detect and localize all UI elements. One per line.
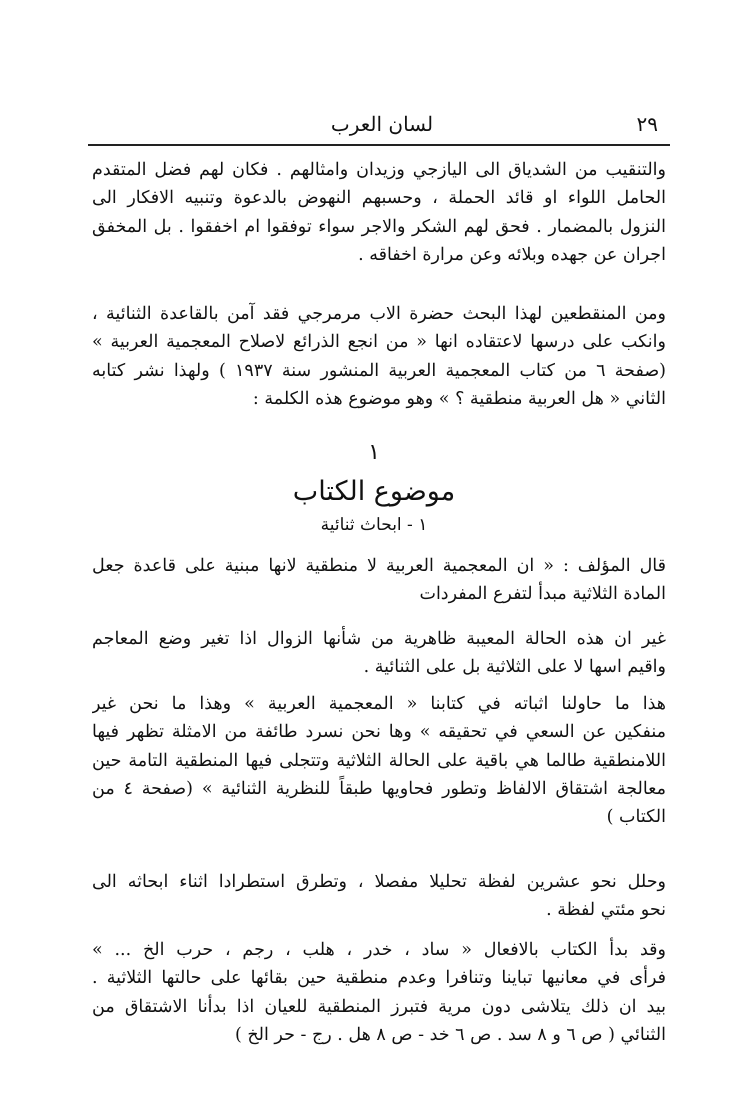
text-line: معالجة اشتقاق الالفاظ وتطور فحاويها طبقاً للنظرية الثنائية » (صفحة ٤ من [92, 779, 666, 800]
paragraph-3 [92, 552, 666, 609]
text-line: اللامنطقية طالما هي باقية على الحالة الثلاثية وتتجلى فيها المنطقية التامة حين [92, 750, 666, 771]
running-title: لسان العرب [330, 112, 434, 136]
text-line: غير ان هذه الحالة المعيبة ظاهرية من شأنها الزوال اذا تغير وضع المعاجم [92, 629, 666, 649]
section-title: موضوع الكتاب [292, 476, 456, 507]
text-line: ومن المنقطعين لهذا البحث حضرة الاب مرمرجي فقد آمن بالقاعدة الثنائية ، [92, 304, 666, 324]
page-header [96, 112, 668, 146]
paragraph-4 [92, 625, 666, 682]
text-line: قال المؤلف : « ان المعجمية العربية لا منطقية لانها مبنية على قاعدة جعل [92, 556, 666, 576]
text-line: الحامل اللواء او قائد الحملة ، وحسبهم النهوض بالدعوة وتنبيه الافكار الى [92, 188, 666, 209]
paragraph-7 [92, 936, 666, 1049]
text-line: الكتاب ) [606, 807, 666, 828]
paragraph-1 [92, 156, 666, 269]
text-line: وانكب على درسها لاعتقاده انها « من انجع الذرائع لاصلاح المعجمية العربية » [92, 332, 666, 353]
text-line: بيد ان ذلك يتلاشى دون مرية فتبرز المنطقية للعيان اذا بدأنا الاشتقاق من [92, 996, 666, 1017]
text-line: النزول بالمضمار . فحق لهم الشكر والاجر سواء توفقوا ام اخفقوا . بل المخفق [92, 216, 666, 237]
section-number: ١ [368, 440, 380, 465]
text-line: منفكين عن السعي في تحقيقه » وها نحن نسرد طائفة من الامثلة تظهر فيها [92, 722, 666, 743]
header-rule [88, 144, 670, 146]
page-number: ٢٩ [636, 112, 658, 136]
text-line: الثنائي ( ص ٦ و ٨ سد . ص ٦ خد - ص ٨ هل . رج - حر الخ ) [234, 1025, 666, 1046]
text-line: اجران عن جهده وبلائه وعن مرارة اخفاقه . [358, 245, 666, 266]
subsection-title: ١ - ابحاث ثنائية [320, 515, 428, 535]
paragraph-2 [92, 300, 666, 413]
text-line: نحو مئتي لفظة . [546, 900, 666, 921]
text-line: الثاني « هل العربية منطقية ؟ » وهو موضوع هذه الكلمة : [252, 389, 666, 410]
text-line: المادة الثلاثية مبدأ لتفرع المفردات [419, 584, 666, 605]
text-line: فرأى في معانيها تباينا وتنافرا وعدم منطقية حين بقائها على حالتها الثلاثية . [92, 968, 666, 989]
text-line: هذا ما حاولنا اثباته في كتابنا « المعجمية العربية » وهذا ما نحن غير [92, 694, 666, 714]
paragraph-6 [92, 868, 666, 925]
text-line: والتنقيب من الشدياق الى اليازجي وزيدان وامثالهم . فكان لهم فضل المتقدم [92, 160, 666, 180]
paragraph-5 [92, 690, 666, 832]
text-line: وقد بدأ الكتاب بالافعال « ساد ، خدر ، هلب ، رجم ، حرب الخ ... » [92, 940, 666, 960]
text-line: واقيم اسها لا على الثلاثية بل على الثنائية . [363, 657, 666, 678]
text-line: (صفحة ٦ من كتاب المعجمية العربية المنشور سنة ١٩٣٧ ) ولهذا نشر كتابه [92, 360, 666, 381]
text-line: وحلل نحو عشرين لفظة تحليلا مفصلا ، وتطرق استطرادا اثناء ابحاثه الى [92, 872, 666, 892]
